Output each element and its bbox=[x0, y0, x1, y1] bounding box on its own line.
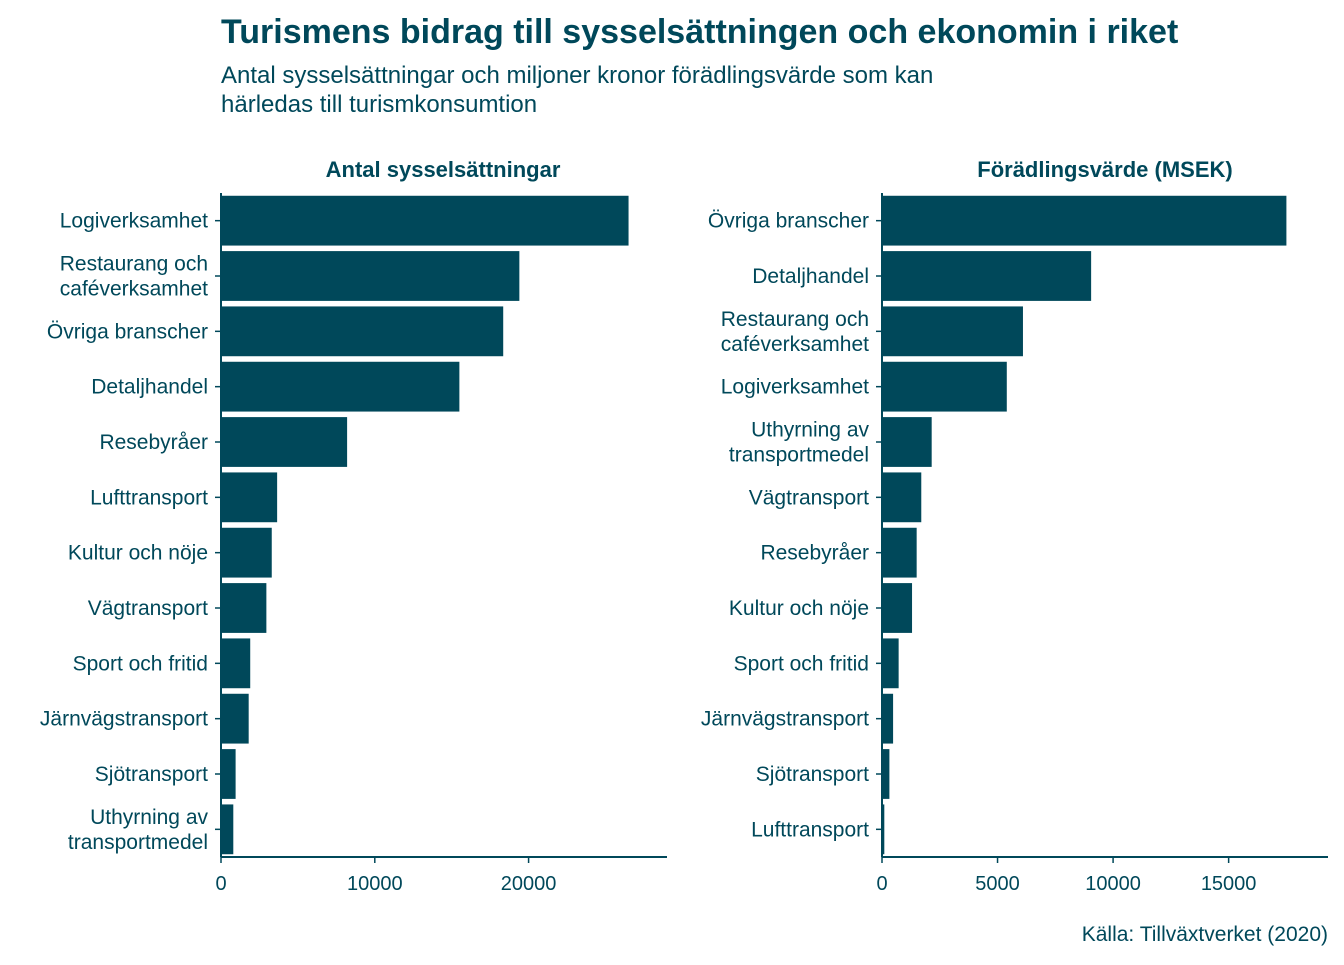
category-label: Resebyråer bbox=[760, 541, 869, 565]
chart-title: Turismens bidrag till sysselsättningen och ekonomin i riket bbox=[221, 13, 1179, 51]
bar bbox=[882, 196, 1286, 246]
x-tick-label: 5000 bbox=[975, 873, 1020, 895]
bar bbox=[221, 804, 233, 854]
x-tick-label: 0 bbox=[215, 873, 227, 895]
category-label: transportmedel bbox=[67, 830, 208, 854]
bar bbox=[221, 694, 249, 744]
bar bbox=[882, 417, 932, 467]
category-label: Uthyrning av bbox=[751, 418, 869, 442]
bar bbox=[221, 528, 272, 578]
bar bbox=[882, 251, 1091, 301]
bar bbox=[221, 196, 629, 246]
bar bbox=[882, 472, 921, 522]
x-tick-label: 15000 bbox=[1200, 873, 1257, 895]
source-caption: Källa: Tillväxtverket (2020) bbox=[1081, 923, 1328, 946]
category-label: Vägtransport bbox=[748, 486, 869, 510]
bar bbox=[221, 472, 277, 522]
chart-subtitle-line-2: härledas till turismkonsumtion bbox=[221, 91, 538, 118]
x-tick-label: 0 bbox=[876, 873, 888, 895]
category-label: Detaljhandel bbox=[752, 265, 869, 288]
bar bbox=[882, 583, 912, 633]
category-label: Kultur och nöje bbox=[67, 541, 208, 565]
category-label: Resebyråer bbox=[99, 431, 208, 454]
category-label: Sport och fritid bbox=[72, 652, 208, 676]
bar bbox=[882, 694, 893, 744]
panel-value-added bbox=[701, 157, 1328, 895]
category-label: Järnvägstransport bbox=[700, 707, 869, 731]
category-label: Detaljhandel bbox=[91, 375, 208, 399]
panel-title: Antal sysselsättningar bbox=[325, 157, 561, 182]
category-label: Övriga branscher bbox=[707, 209, 869, 233]
category-label: Lufttransport bbox=[90, 486, 208, 510]
category-label: caféverksamhet bbox=[720, 332, 869, 356]
x-tick-label: 20000 bbox=[500, 873, 557, 895]
x-tick-label: 10000 bbox=[346, 873, 403, 895]
category-label: Sport och fritid bbox=[733, 652, 869, 676]
category-label: transportmedel bbox=[728, 443, 869, 467]
category-label: Uthyrning av bbox=[90, 805, 208, 829]
bar bbox=[882, 306, 1023, 356]
category-label: Sjötransport bbox=[94, 763, 208, 786]
bar bbox=[221, 583, 266, 633]
category-label: Logiverksamhet bbox=[720, 375, 869, 399]
panel-employment bbox=[40, 157, 667, 895]
bar bbox=[221, 362, 459, 412]
chart-subtitle-line-1: Antal sysselsättningar och miljoner kronor förädlingsvärde som kan bbox=[221, 62, 934, 89]
bar bbox=[221, 749, 236, 799]
x-tick-label: 10000 bbox=[1085, 873, 1141, 895]
category-label: Sjötransport bbox=[755, 763, 869, 786]
category-label: Lufttransport bbox=[751, 818, 869, 842]
category-label: Järnvägstransport bbox=[39, 707, 208, 731]
bar bbox=[882, 749, 889, 799]
bar bbox=[221, 306, 503, 356]
category-label: Restaurang och bbox=[720, 307, 869, 331]
category-label: Vägtransport bbox=[87, 597, 208, 620]
bar bbox=[221, 251, 519, 301]
category-label: caféverksamhet bbox=[59, 277, 208, 301]
category-label: Restaurang och bbox=[59, 252, 208, 276]
category-label: Övriga branscher bbox=[46, 320, 208, 344]
panel-title: Förädlingsvärde (MSEK) bbox=[977, 157, 1233, 182]
bar bbox=[221, 417, 347, 467]
category-label: Logiverksamhet bbox=[59, 209, 208, 233]
bar bbox=[221, 638, 250, 688]
bar bbox=[882, 362, 1007, 412]
bar bbox=[882, 638, 899, 688]
bar bbox=[882, 528, 917, 578]
category-label: Kultur och nöje bbox=[728, 597, 869, 620]
